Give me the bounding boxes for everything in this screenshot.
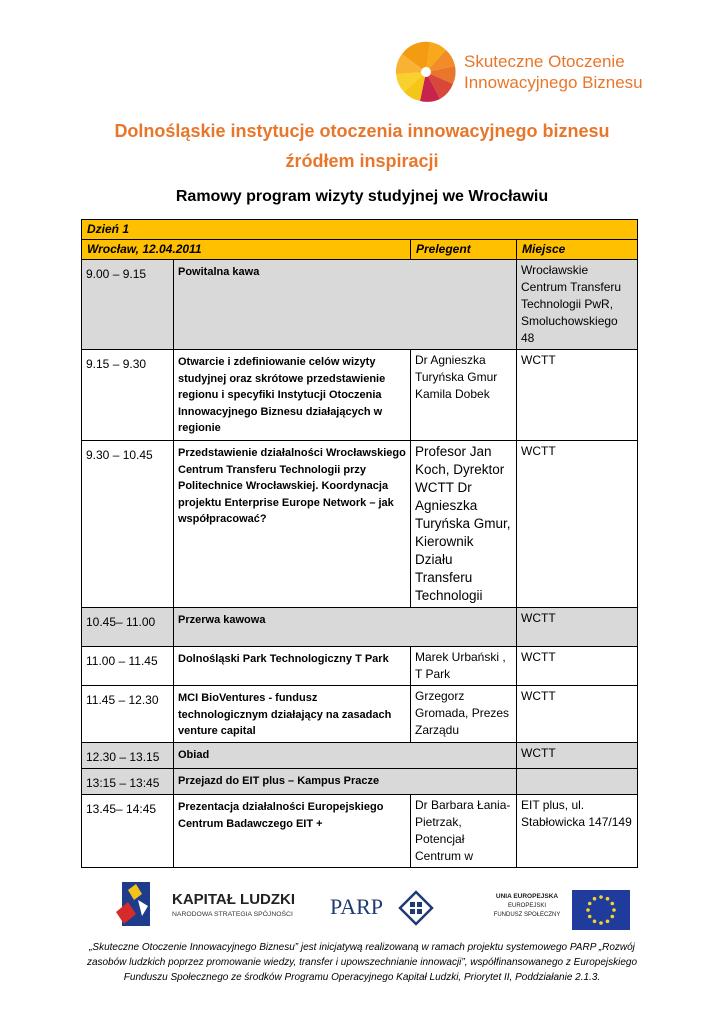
- row-topic: Prezentacja działalności Europejskiego Centrum Badawczego EIT +: [174, 795, 411, 868]
- row-time: 11.00 – 11.45: [82, 647, 174, 686]
- row-topic: Przejazd do EIT plus – Kampus Pracze: [174, 769, 517, 795]
- ue-line-3: FUNDUSZ SPOŁECZNY: [493, 912, 561, 918]
- page-subtitle: Ramowy program wizyty studyjnej we Wrocławiu: [175, 188, 549, 205]
- title-line-2: źródłem inspiracji: [285, 151, 439, 171]
- header-date: Wrocław, 12.04.2011: [82, 240, 411, 260]
- row-place: EIT plus, ul. Stabłowicka 147/149: [517, 795, 638, 868]
- table-row: [82, 686, 638, 743]
- row-place: WCTT: [517, 350, 638, 441]
- table-row: [82, 743, 638, 769]
- table-row: [82, 795, 638, 868]
- table-row: [82, 647, 638, 686]
- row-time: 9.00 – 9.15: [82, 260, 174, 350]
- logo-line-1: Skuteczne Otoczenie: [464, 52, 625, 71]
- row-time: 13.45– 14:45: [82, 795, 174, 868]
- row-topic: Otwarcie i zdefiniowanie celów wizyty studyjnej oraz skrótowe przedstawienie regionu i specyfiki Instytucji Otoczenia Innowacyjnego Biznesu działających w regionie: [174, 350, 411, 441]
- page-title: [0, 116, 724, 176]
- row-time: 9.15 – 9.30: [82, 350, 174, 441]
- header-row: [82, 240, 638, 260]
- table-row: [82, 608, 638, 647]
- row-time: 11.45 – 12.30: [82, 686, 174, 743]
- kapital-ludzki-icon: [114, 880, 158, 930]
- parp-emblem-icon: [396, 890, 436, 926]
- table-row: [82, 260, 638, 350]
- row-topic: MCI BioVentures - fundusz technologicznym działający na zasadach venture capital: [174, 686, 411, 743]
- ue-line-1: UNIA EUROPEJSKA: [495, 893, 559, 900]
- day-label: Dzień 1: [82, 220, 638, 240]
- footer-disclaimer: „Skuteczne Otoczenie Innowacyjnego Biznesu” jest inicjatywą realizowaną w ramach projektu systemowego PARP „Rozwój zasobów ludzkich poprzez promowanie wiedzy, transfer i upowszechnianie innowacji”, współfinansowanego z Europejskiego Funduszu Społecznego ze środków Programu Operacyjnego Kapitał Ludzki, Priorytet II, Poddziałanie 2.1.3.: [86, 942, 638, 983]
- table-row: [82, 769, 638, 795]
- title-line-1: Dolnośląskie instytucje otoczenia innowacyjnego biznesu: [114, 121, 610, 141]
- header-logo: [394, 40, 644, 104]
- header-speaker: Prelegent: [411, 240, 517, 260]
- logo-line-2: Innowacyjnego Biznesu: [464, 73, 643, 92]
- kapital-ludzki-subtitle: NARODOWA STRATEGIA SPÓJNOŚCI: [172, 911, 293, 918]
- parp-text: PARP: [330, 894, 384, 919]
- row-speaker: Profesor Jan Koch, Dyrektor WCTT Dr Agnieszka Turyńska Gmur, Kierownik Działu Transferu Technologii: [411, 441, 517, 608]
- row-topic: Przedstawienie działalności Wrocławskiego Centrum Transferu Technologii przy Politechnice Wrocławskiej. Koordynacja projektu Enterprise Europe Network – jak współpracować?: [174, 441, 411, 608]
- row-place: WCTT: [517, 686, 638, 743]
- row-place: WCTT: [517, 441, 638, 608]
- row-time: 12.30 – 13.15: [82, 743, 174, 769]
- table-row: [82, 350, 638, 441]
- kapital-ludzki-logo: [114, 880, 299, 930]
- sun-flower-icon: [394, 40, 458, 104]
- ue-line-2: EUROPEJSKI: [507, 903, 546, 909]
- row-place: WCTT: [517, 743, 638, 769]
- row-place: WCTT: [517, 608, 638, 647]
- row-topic: Powitalna kawa: [174, 260, 517, 350]
- row-place: Wrocławskie Centrum Transferu Technologii PwR, Smoluchowskiego 48: [517, 260, 638, 350]
- table-row: [82, 441, 638, 608]
- row-time: 10.45– 11.00: [82, 608, 174, 647]
- footer-logos: [0, 880, 724, 935]
- row-topic: Obiad: [174, 743, 517, 769]
- day-row: [82, 220, 638, 240]
- row-topic: Przerwa kawowa: [174, 608, 517, 647]
- row-speaker: Marek Urbański , T Park: [411, 647, 517, 686]
- parp-logo: [330, 890, 440, 926]
- row-place: WCTT: [517, 647, 638, 686]
- eu-flag-icon: [572, 890, 630, 930]
- ue-efs-logo: [486, 888, 631, 930]
- program-table: [81, 219, 638, 868]
- row-speaker: Dr Barbara Łania-Pietrzak, Potencjał Centrum w: [411, 795, 517, 868]
- row-topic: Dolnośląski Park Technologiczny T Park: [174, 647, 411, 686]
- row-time: 13:15 – 13:45: [82, 769, 174, 795]
- row-speaker: Grzegorz Gromada, Prezes Zarządu: [411, 686, 517, 743]
- row-speaker: Dr Agnieszka Turyńska Gmur Kamila Dobek: [411, 350, 517, 441]
- row-place: [517, 769, 638, 795]
- kapital-ludzki-title: KAPITAŁ LUDZKI: [172, 891, 296, 908]
- header-place: Miejsce: [517, 240, 638, 260]
- row-time: 9.30 – 10.45: [82, 441, 174, 608]
